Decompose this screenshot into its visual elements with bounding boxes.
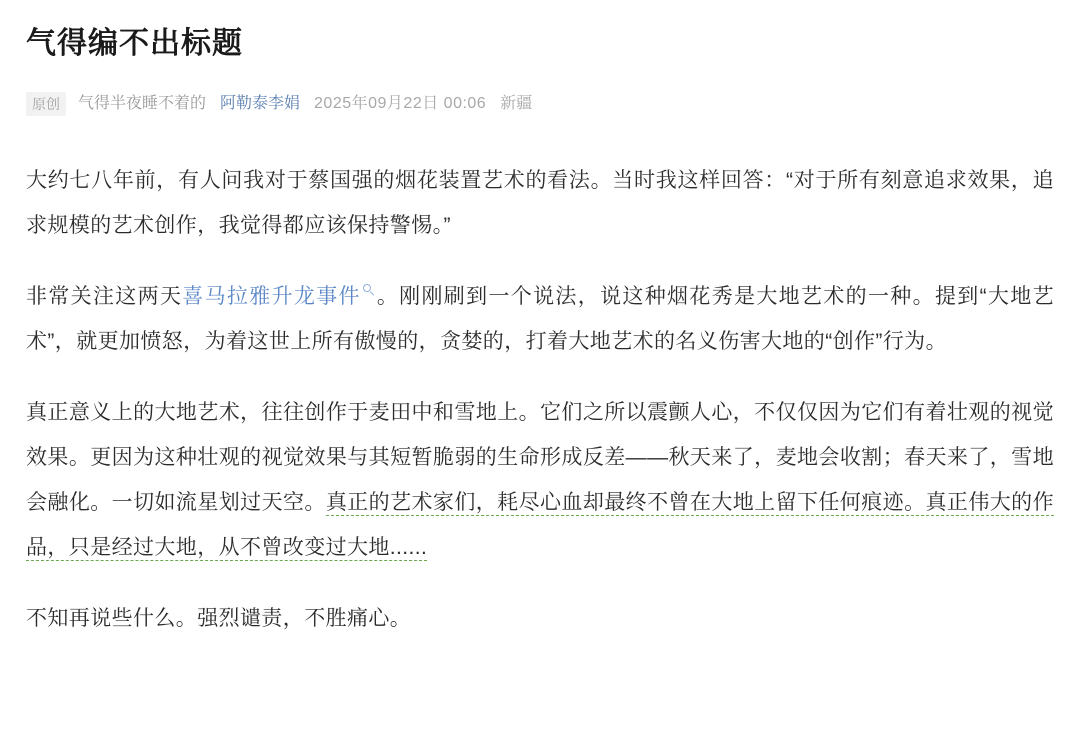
paragraph-text: 不知再说些什么。强烈谴责，不胜痛心。 <box>26 607 412 630</box>
page-title: 气得编不出标题 <box>26 27 243 60</box>
publish-date: 2025年09月22日 00:06 <box>314 95 487 112</box>
account-name[interactable]: 气得半夜睡不着的 <box>78 95 207 112</box>
paragraph-1 <box>26 158 1054 248</box>
highlighted-text: 真正的艺术家们，耗尽心血却最终不曾在大地上留下任何痕迹。真正伟大的作品，只是经过大地，从不曾改变过大地...... <box>26 491 1054 559</box>
paragraph-text: 。刚刚刷到一个说法，说这种烟花秀是大地艺术的一种。提到“大地艺术”，就更加愤怒，为着这世上所有傲慢的，贪婪的，打着大地艺术的名义伤害大地的“创作”行为。 <box>26 285 1054 353</box>
original-badge: 原创 <box>26 92 66 116</box>
article-meta <box>26 92 1054 116</box>
search-icon <box>363 284 376 297</box>
author-link[interactable]: 阿勒泰李娟 <box>220 95 301 112</box>
paragraph-text: 非常关注这两天 <box>26 285 183 308</box>
paragraph-3 <box>26 390 1054 570</box>
article-body <box>26 158 1054 641</box>
paragraph-text: 大约七八年前，有人问我对于蔡国强的烟花装置艺术的看法。当时我这样回答：“对于所有刻意追求效果，追求规模的艺术创作，我觉得都应该保持警惕。” <box>26 169 1054 237</box>
publish-location: 新疆 <box>500 95 533 112</box>
paragraph-text: 真正意义上的大地艺术，往往创作于麦田中和雪地上。它们之所以震颤人心，不仅仅因为它们有着壮观的视觉效果。更因为这种壮观的视觉效果与其短暂脆弱的生命形成反差——秋天来了，麦地会收割；春天来了，雪地会融化。一切如流星划过天空。 <box>26 401 1054 514</box>
hot-topic-link[interactable]: 喜马拉雅升龙事件 <box>182 285 361 308</box>
paragraph-2 <box>26 274 1054 364</box>
paragraph-4 <box>26 596 1054 641</box>
